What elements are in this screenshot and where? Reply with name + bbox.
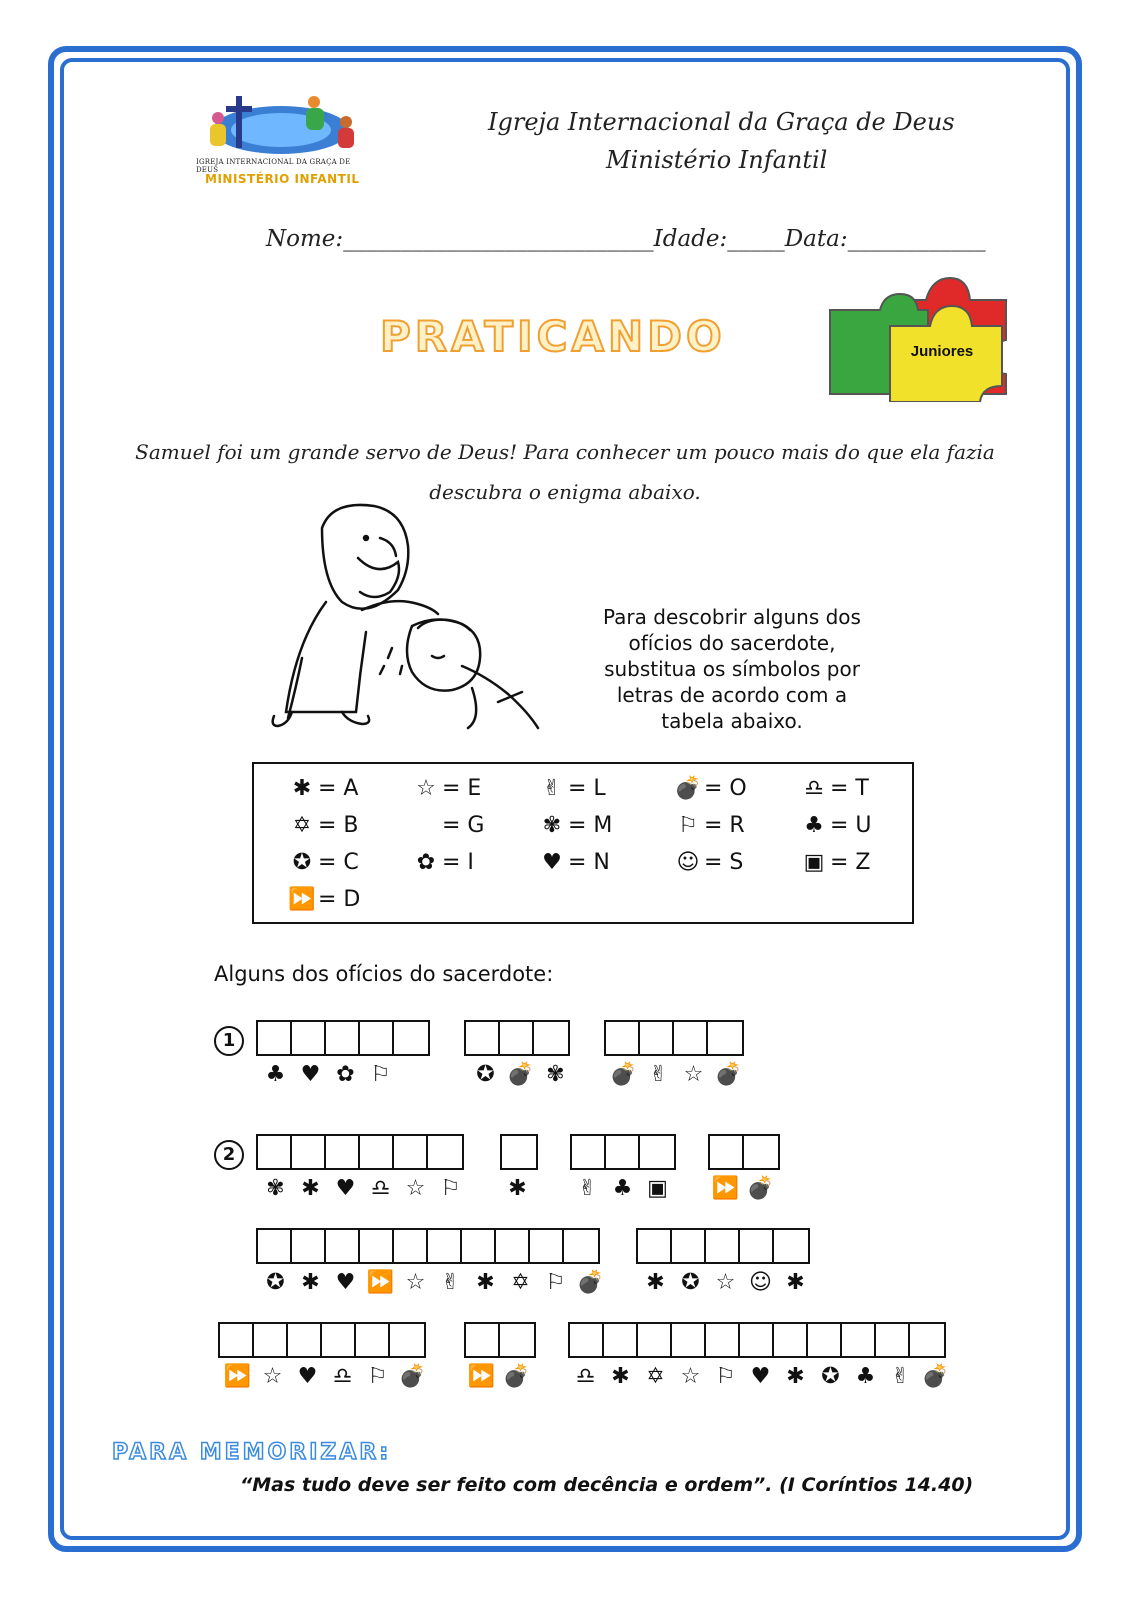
item-number: 1	[214, 1026, 244, 1056]
badge-label: Juniores	[910, 343, 974, 360]
key-entry	[536, 776, 606, 801]
instructions-line: Para descobrir alguns dos	[603, 605, 861, 629]
cipher-glyph: ✱	[646, 1270, 665, 1295]
cipher-symbols	[606, 1062, 746, 1087]
key-entry	[672, 776, 747, 801]
cipher-symbols	[220, 1364, 430, 1389]
memory-verse: “Mas tudo deve ser feito com decência e ordem”. (I Coríntios 14.40)	[240, 1474, 974, 1496]
church-name: Igreja Internacional da Graça de Deus	[488, 108, 955, 136]
key-letter: = U	[830, 813, 872, 838]
memorize-title: PARA MEMORIZAR:	[112, 1440, 392, 1465]
key-symbol: ☺	[676, 850, 700, 875]
cipher-glyph: 💣	[714, 1062, 743, 1087]
key-letter: = G	[442, 813, 485, 838]
page-title: PRATICANDO	[380, 312, 726, 361]
key-entry	[798, 776, 869, 801]
cipher-glyph: ♎	[370, 1176, 391, 1201]
key-entry	[286, 887, 360, 912]
key-entry	[798, 850, 871, 875]
cipher-glyph: ✱	[611, 1364, 630, 1389]
key-symbol: ✌	[542, 776, 562, 801]
answer-boxes[interactable]	[218, 1322, 426, 1358]
answer-boxes[interactable]	[256, 1020, 430, 1056]
cipher-glyph: ✌	[891, 1364, 910, 1389]
key-entry	[410, 813, 484, 838]
cipher-glyph: ⚐	[370, 1062, 391, 1087]
cipher-glyph: ♣	[855, 1364, 876, 1389]
cipher-glyph: ✪	[476, 1062, 495, 1087]
key-entry	[672, 850, 743, 875]
key-entry	[410, 850, 474, 875]
samuel-anointing-illustration	[262, 498, 582, 748]
cipher-symbols	[464, 1364, 534, 1389]
cipher-glyph: ✱	[786, 1270, 805, 1295]
section-title: Alguns dos ofícios do sacerdote:	[214, 962, 554, 986]
cipher-glyph: ✱	[476, 1270, 495, 1295]
cipher-glyph: ✾	[266, 1176, 285, 1201]
cipher-symbols	[570, 1176, 675, 1201]
key-letter: = R	[704, 813, 745, 838]
key-entry	[286, 776, 358, 801]
key-symbol: ▣	[803, 850, 825, 875]
cipher-glyph: ✪	[266, 1270, 285, 1295]
cipher-symbols	[708, 1176, 778, 1201]
cipher-glyph: ✪	[681, 1270, 700, 1295]
key-symbol: ✡	[292, 813, 312, 838]
ministry-name: Ministério Infantil	[606, 146, 828, 174]
answer-boxes[interactable]	[570, 1134, 676, 1170]
key-letter: = Z	[830, 850, 871, 875]
key-symbol: ☆	[416, 776, 436, 801]
answer-boxes[interactable]	[500, 1134, 538, 1170]
cipher-glyph: ▣	[647, 1176, 668, 1201]
cipher-glyph: ⏩	[711, 1176, 740, 1201]
key-letter: = M	[568, 813, 613, 838]
cipher-glyph: ♥	[335, 1176, 356, 1201]
answer-boxes[interactable]	[464, 1020, 570, 1056]
cipher-symbols	[568, 1364, 953, 1389]
cipher-glyph: ✌	[441, 1270, 460, 1295]
cipher-glyph: ☆	[262, 1364, 283, 1389]
instructions-line: substitua os símbolos por	[604, 657, 860, 681]
key-letter: = E	[442, 776, 482, 801]
key-symbol: ♎	[804, 776, 824, 801]
cipher-symbols	[258, 1176, 468, 1201]
key-letter: = N	[568, 850, 610, 875]
key-letter: = L	[568, 776, 606, 801]
cipher-glyph: ♥	[335, 1270, 356, 1295]
key-symbol: 💣	[674, 776, 702, 801]
cipher-glyph: 💣	[502, 1364, 531, 1389]
answer-boxes[interactable]	[604, 1020, 744, 1056]
cipher-glyph: 💣	[398, 1364, 427, 1389]
cipher-glyph: ⏩	[223, 1364, 252, 1389]
cipher-glyph: 💣	[746, 1176, 775, 1201]
cipher-glyph: ♣	[265, 1062, 286, 1087]
key-entry	[286, 813, 359, 838]
key-letter: = D	[318, 887, 361, 912]
key-entry	[536, 850, 610, 875]
cipher-glyph: ✪	[821, 1364, 840, 1389]
cipher-glyph: 💣	[506, 1062, 535, 1087]
cipher-symbols	[258, 1270, 608, 1295]
cipher-glyph: ☺	[749, 1270, 772, 1295]
instructions-line: tabela abaixo.	[661, 709, 803, 733]
key-letter: = T	[830, 776, 869, 801]
cipher-glyph: ✿	[336, 1062, 355, 1087]
name-age-date-fields[interactable]: Nome:___________________________Idade:_____Data:____________	[266, 226, 986, 252]
cipher-glyph: 💣	[576, 1270, 605, 1295]
cipher-glyph: ⚐	[545, 1270, 566, 1295]
answer-boxes[interactable]	[256, 1134, 464, 1170]
cipher-glyph: ✡	[646, 1364, 665, 1389]
answer-boxes[interactable]	[708, 1134, 780, 1170]
key-symbol: ✿	[416, 850, 436, 875]
key-letter: = S	[704, 850, 744, 875]
cipher-glyph: ⚐	[440, 1176, 461, 1201]
key-entry	[798, 813, 872, 838]
cipher-glyph: 💣	[921, 1364, 950, 1389]
logo-ministry-text: MINISTÉRIO INFANTIL	[205, 172, 360, 186]
symbol-key-table	[252, 762, 914, 924]
key-symbol: ♥	[542, 850, 562, 875]
cipher-glyph: ♎	[332, 1364, 353, 1389]
cipher-glyph: ♥	[300, 1062, 321, 1087]
cipher-glyph: ✌	[649, 1062, 668, 1087]
cipher-symbols	[468, 1062, 573, 1087]
key-letter: = C	[318, 850, 359, 875]
cipher-glyph: ✾	[546, 1062, 565, 1087]
cipher-glyph: ✌	[578, 1176, 597, 1201]
cipher-glyph: ☆	[405, 1176, 426, 1201]
answer-boxes[interactable]	[636, 1228, 810, 1264]
cipher-glyph: ♥	[750, 1364, 771, 1389]
cipher-glyph: ⚐	[715, 1364, 736, 1389]
cipher-glyph: ♥	[297, 1364, 318, 1389]
cipher-symbols	[258, 1062, 398, 1087]
cipher-glyph: ✡	[511, 1270, 530, 1295]
cipher-glyph: ♎	[575, 1364, 596, 1389]
instructions-line: letras de acordo com a	[616, 683, 848, 707]
puzzle-pieces-badge	[824, 270, 1014, 402]
cipher-glyph: ☆	[715, 1270, 736, 1295]
answer-boxes[interactable]	[256, 1228, 600, 1264]
key-entry	[672, 813, 745, 838]
key-letter: = O	[704, 776, 747, 801]
cipher-glyph: ☆	[405, 1270, 426, 1295]
cipher-symbols	[638, 1270, 813, 1295]
item-number: 2	[214, 1140, 244, 1170]
key-symbol: ✱	[292, 776, 312, 801]
cipher-glyph: 💣	[609, 1062, 638, 1087]
key-letter: = B	[318, 813, 359, 838]
key-symbol: ⏩	[288, 887, 316, 912]
key-entry	[286, 850, 359, 875]
key-entry	[536, 813, 612, 838]
key-letter: = I	[442, 850, 474, 875]
key-symbol: ✪	[292, 850, 312, 875]
cipher-glyph: ✱	[301, 1176, 320, 1201]
key-symbol: ⚐	[678, 813, 698, 838]
cipher-glyph: ⚐	[367, 1364, 388, 1389]
instructions-text	[582, 604, 882, 734]
cipher-glyph: ⏩	[467, 1364, 496, 1389]
cipher-glyph: ♣	[612, 1176, 633, 1201]
instructions-line: ofícios do sacerdote,	[628, 631, 836, 655]
key-symbol: ✾	[542, 813, 562, 838]
cipher-glyph: ✱	[786, 1364, 805, 1389]
key-entry	[410, 776, 481, 801]
cipher-glyph: ⏩	[366, 1270, 395, 1295]
cipher-glyph: ✱	[301, 1270, 320, 1295]
answer-boxes[interactable]	[568, 1322, 946, 1358]
cipher-glyph: ✱	[508, 1176, 527, 1201]
logo-caption: IGREJA INTERNACIONAL DA GRAÇA DE DEUS	[196, 158, 351, 174]
key-letter: = A	[318, 776, 359, 801]
answer-boxes[interactable]	[464, 1322, 536, 1358]
cipher-symbols	[500, 1176, 535, 1201]
cipher-glyph: ☆	[683, 1062, 704, 1087]
cipher-glyph: ☆	[680, 1364, 701, 1389]
key-symbol: ♣	[804, 813, 824, 838]
intro-text: Samuel foi um grande servo de Deus! Para conhecer um pouco mais do que ela fazia descubra o enigma abaixo.	[135, 440, 995, 504]
